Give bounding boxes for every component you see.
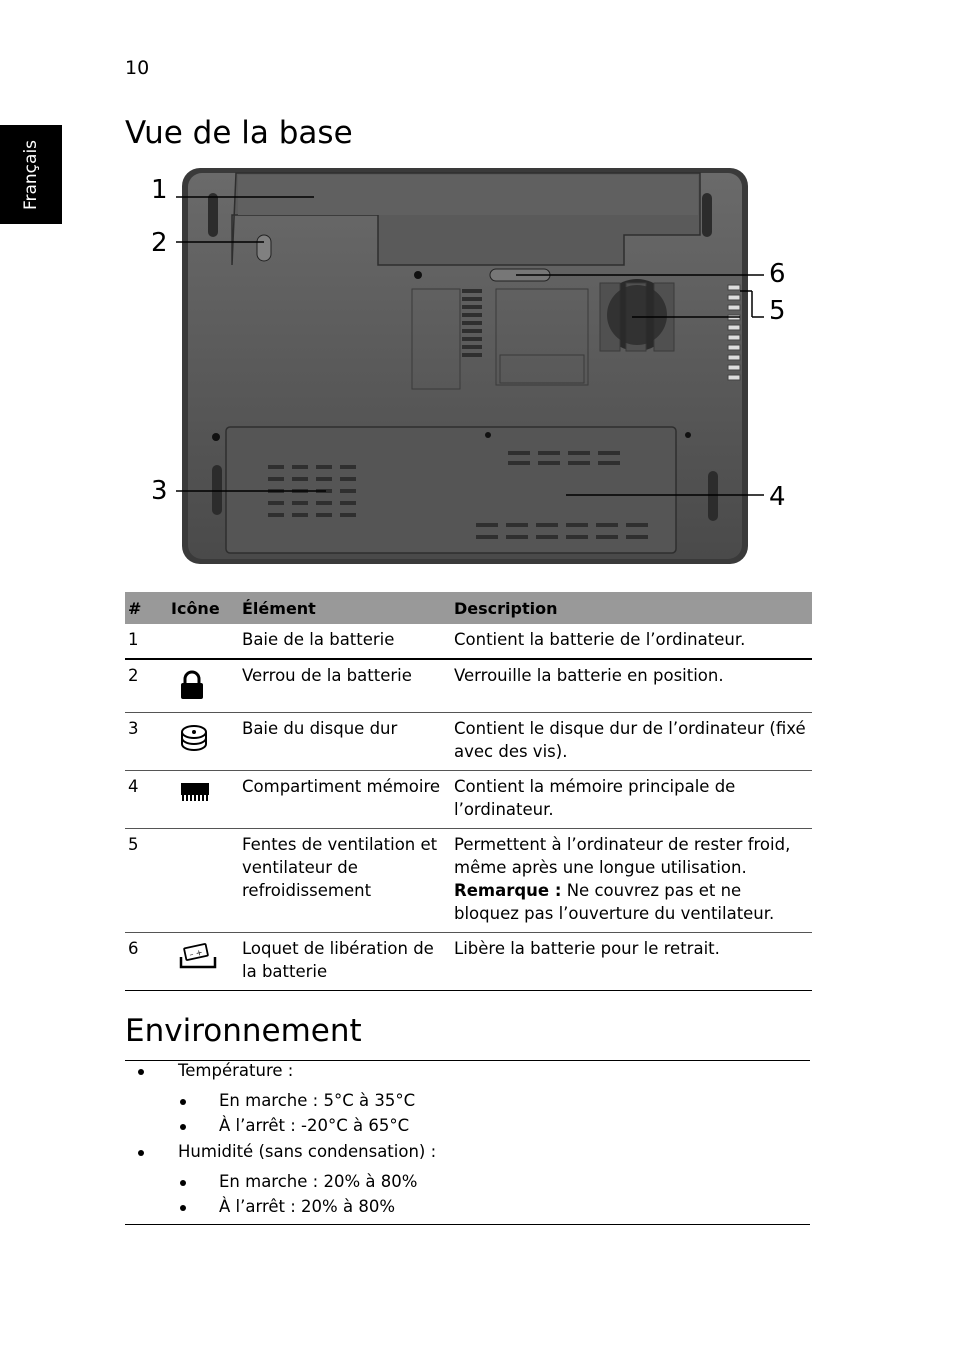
row-number: 4 bbox=[125, 770, 168, 828]
row-description-cell bbox=[451, 828, 812, 932]
callout-2: 2 bbox=[151, 228, 168, 258]
memory-icon bbox=[179, 781, 211, 803]
bullet bbox=[180, 1099, 186, 1105]
bullet bbox=[180, 1180, 186, 1186]
language-tab-label: Français bbox=[21, 139, 41, 211]
table-row bbox=[125, 932, 812, 990]
section-title-base-view: Vue de la base bbox=[125, 115, 353, 151]
row-description: Permettent à l’ordinateur de rester froid, même après une longue utilisation. bbox=[454, 834, 791, 877]
humidity-stopped: À l’arrêt : 20% à 80% bbox=[219, 1197, 396, 1216]
temperature-label: Température : bbox=[178, 1061, 294, 1080]
callout-4: 4 bbox=[769, 482, 786, 512]
callout-3: 3 bbox=[151, 476, 168, 506]
header-icon: Icône bbox=[168, 592, 239, 624]
header-number: # bbox=[125, 592, 168, 624]
battery-release-icon bbox=[179, 943, 217, 971]
row-number: 6 bbox=[125, 932, 168, 990]
section-title-environment: Environnement bbox=[125, 1013, 362, 1049]
row-element: Verrou de la batterie bbox=[239, 659, 451, 712]
note-text: Ne couvrez pas et ne bloquez pas l’ouverture du ventilateur. bbox=[454, 880, 775, 923]
row-description: Verrouille la batterie en position. bbox=[451, 659, 812, 712]
note-label: Remarque : bbox=[454, 880, 562, 900]
row-description: Contient la mémoire principale de l’ordinateur. bbox=[451, 770, 812, 828]
row-description: Libère la batterie pour le retrait. bbox=[451, 932, 812, 990]
row-element: Loquet de libération de la batterie bbox=[239, 932, 451, 990]
bullet bbox=[138, 1069, 144, 1075]
row-description: Contient le disque dur de l’ordinateur (fixé avec des vis). bbox=[451, 712, 812, 770]
table-row bbox=[125, 828, 812, 932]
laptop-base-diagram bbox=[140, 165, 800, 575]
row-number: 1 bbox=[125, 624, 168, 659]
base-components-table bbox=[125, 592, 812, 991]
row-description: Contient la batterie de l’ordinateur. bbox=[451, 624, 812, 659]
row-number: 2 bbox=[125, 659, 168, 712]
row-number: 5 bbox=[125, 828, 168, 932]
temperature-operating: En marche : 5°C à 35°C bbox=[219, 1091, 416, 1110]
row-element: Compartiment mémoire bbox=[239, 770, 451, 828]
language-tab bbox=[0, 125, 62, 224]
callout-5: 5 bbox=[769, 296, 786, 326]
environment-bottom-rule bbox=[125, 1224, 810, 1225]
humidity-label: Humidité (sans condensation) : bbox=[178, 1142, 437, 1161]
table-row bbox=[125, 712, 812, 770]
table-row bbox=[125, 659, 812, 712]
callout-6: 6 bbox=[769, 259, 786, 289]
header-description: Description bbox=[451, 592, 812, 624]
table-row bbox=[125, 770, 812, 828]
table-header-row bbox=[125, 592, 812, 624]
laptop-base-illustration bbox=[140, 165, 800, 575]
page-number: 10 bbox=[125, 57, 150, 79]
hard-disk-icon bbox=[179, 723, 209, 753]
bullet bbox=[138, 1150, 144, 1156]
temperature-stopped: À l’arrêt : -20°C à 65°C bbox=[219, 1116, 410, 1135]
humidity-operating: En marche : 20% à 80% bbox=[219, 1172, 418, 1191]
bullet bbox=[180, 1124, 186, 1130]
row-element: Fentes de ventilation et ventilateur de refroidissement bbox=[239, 828, 451, 932]
lock-icon bbox=[179, 670, 205, 700]
header-element: Élément bbox=[239, 592, 451, 624]
svg-text:– +: – + bbox=[188, 947, 204, 959]
table-row bbox=[125, 624, 812, 659]
row-element: Baie du disque dur bbox=[239, 712, 451, 770]
callout-1: 1 bbox=[151, 175, 168, 205]
row-element: Baie de la batterie bbox=[239, 624, 451, 659]
row-number: 3 bbox=[125, 712, 168, 770]
bullet bbox=[180, 1205, 186, 1211]
